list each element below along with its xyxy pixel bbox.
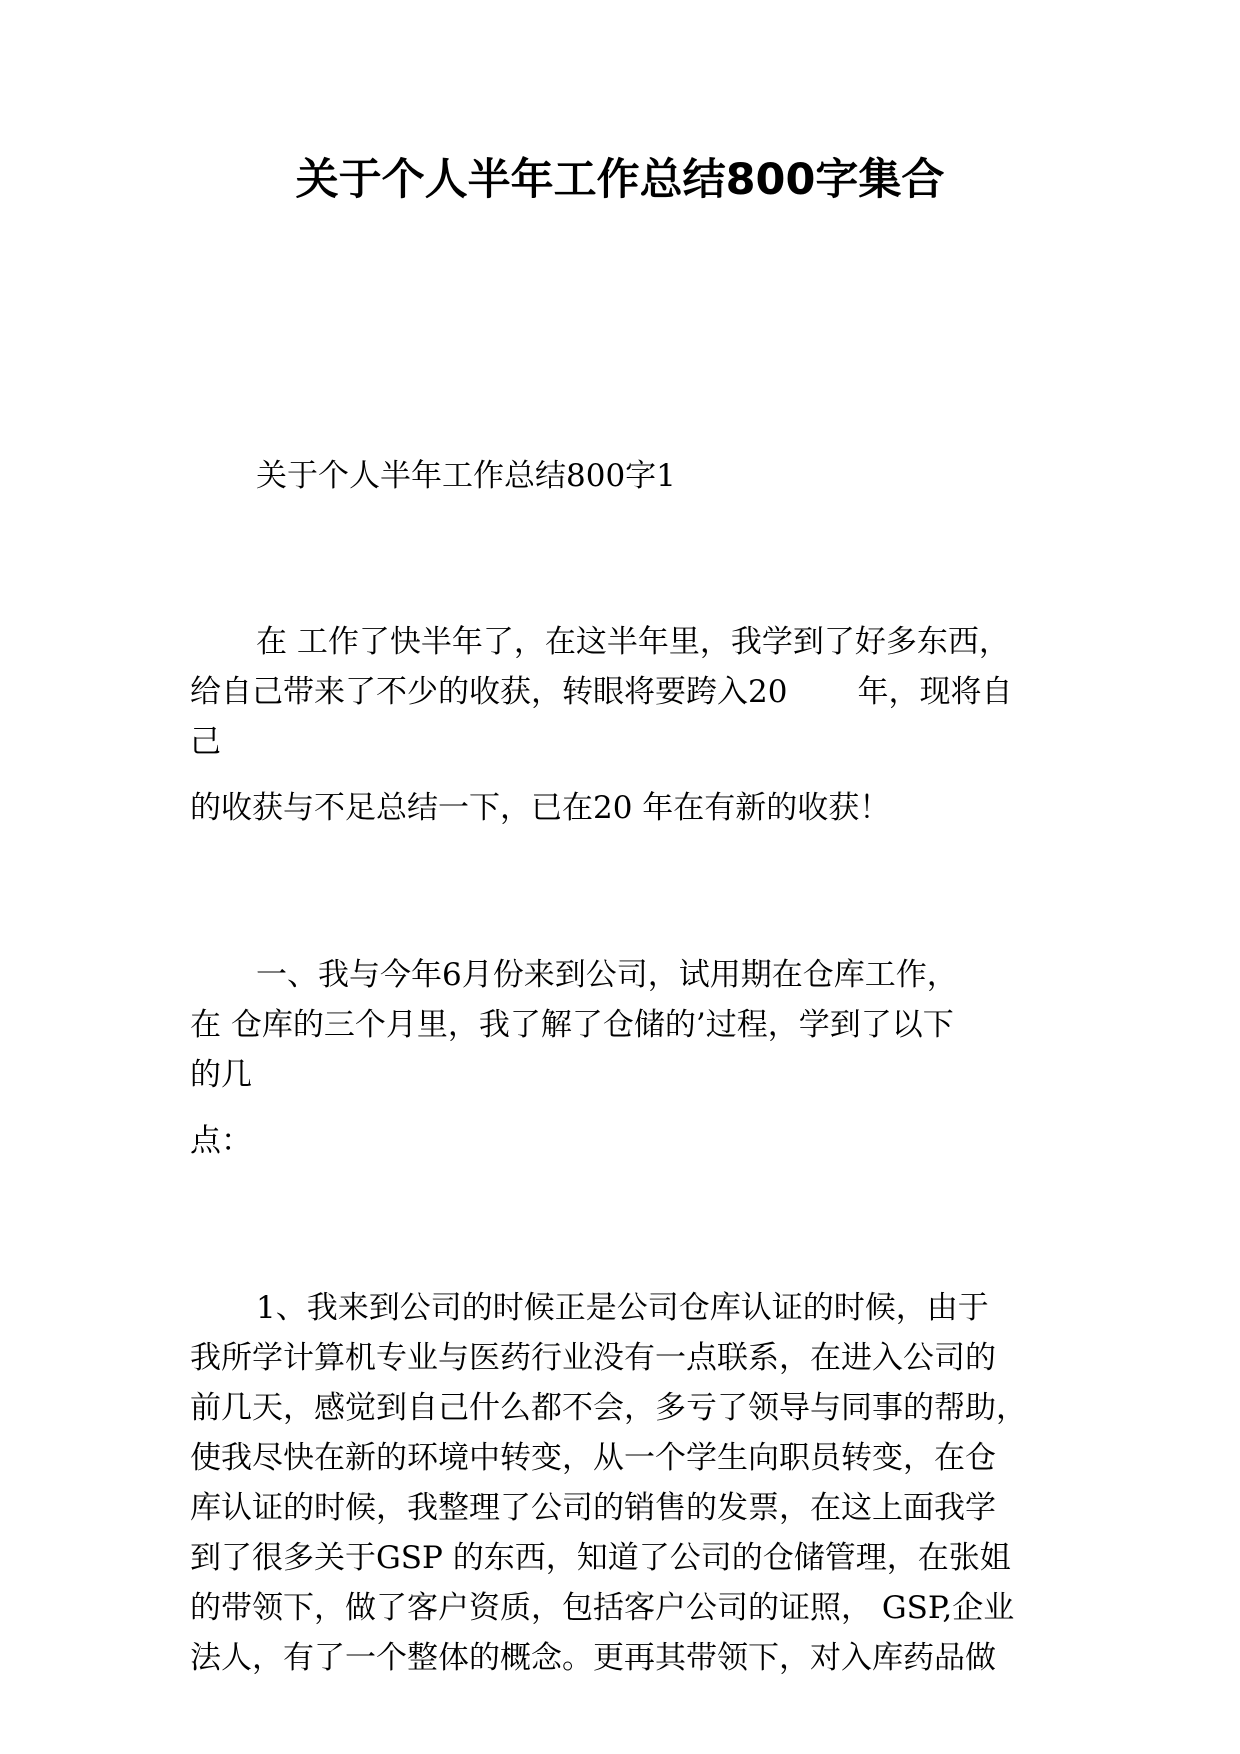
paragraph-3-line-4: 使我尽快在新的环境中转变，从一个学生向职员转变，在仓 bbox=[190, 1440, 996, 1476]
paragraph-3-line-3: 前几天，感觉到自己什么都不会，多亏了领导与同事的帮助， bbox=[190, 1390, 1027, 1426]
paragraph-3-line-8: 法人，有了一个整体的概念。更再其带领下，对入库药品做 bbox=[190, 1640, 996, 1676]
paragraph-3-line-2: 我所学计算机专业与医药行业没有一点联系，在进入公司的 bbox=[190, 1340, 996, 1376]
paragraph-2-line-4: 点： bbox=[190, 1123, 252, 1159]
paragraph-1-line-3: 己 bbox=[190, 724, 221, 760]
section-heading: 关于个人半年工作总结800字1 bbox=[256, 458, 676, 494]
paragraph-3-line-6: 到了很多关于GSP 的东西，知道了公司的仓储管理，在张姐 bbox=[190, 1540, 1011, 1576]
paragraph-1-line-2-part-b: 年，现将自 bbox=[857, 674, 1013, 710]
paragraph-2-line-2: 在 仓库的三个月里，我了解了仓储的’过程，学到了以下 bbox=[190, 1007, 954, 1043]
paragraph-2-line-1: 一、我与今年6月份来到公司，试用期在仓库工作， bbox=[256, 957, 958, 993]
document-title: 关于个人半年工作总结800字集合 bbox=[295, 155, 945, 205]
paragraph-2-line-3: 的几 bbox=[190, 1057, 252, 1093]
paragraph-1-line-4: 的收获与不足总结一下，已在20 年在有新的收获！ bbox=[190, 790, 891, 826]
paragraph-3-line-7: 的带领下，做了客户资质，包括客户公司的证照， GSP,企业 bbox=[190, 1590, 1015, 1626]
paragraph-1-line-1: 在 工作了快半年了，在这半年里，我学到了好多东西， bbox=[256, 624, 1010, 660]
paragraph-3-line-5: 库认证的时候，我整理了公司的销售的发票，在这上面我学 bbox=[190, 1490, 996, 1526]
paragraph-1-line-2-part-a: 给自己带来了不少的收获，转眼将要跨入20 bbox=[190, 674, 788, 710]
paragraph-3-line-1: 1、我来到公司的时候正是公司仓库认证的时候，由于 bbox=[256, 1290, 989, 1326]
paragraph-1-line-2 bbox=[190, 672, 1012, 712]
